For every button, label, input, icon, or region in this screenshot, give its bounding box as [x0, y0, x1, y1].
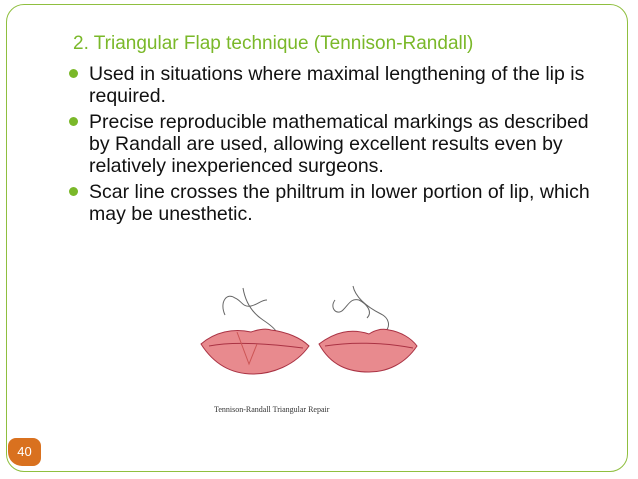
bullet-item [67, 63, 612, 107]
slide-title: 2. Triangular Flap technique (Tennison-Randall) [73, 33, 474, 54]
bullet-item [67, 181, 612, 225]
bullet-list [67, 63, 612, 229]
bullet-text: Used in situations where maximal lengthening of the lip is required. [89, 63, 585, 107]
bullet-icon [69, 187, 78, 196]
page-number: 40 [8, 438, 41, 466]
right-face-drawing [319, 286, 417, 372]
bullet-text: Scar line crosses the philtrum in lower portion of lip, which may be unesthetic. [89, 181, 590, 225]
bullet-text: Precise reproducible mathematical markings as described by Randall are used, allowing excellent results even by relatively inexperienced surgeons. [89, 111, 589, 177]
left-face-drawing [201, 288, 309, 374]
bullet-icon [69, 117, 78, 126]
bullet-icon [69, 69, 78, 78]
lip-repair-illustration [185, 270, 425, 420]
bullet-item [67, 111, 612, 177]
figure-caption: Tennison-Randall Triangular Repair [214, 405, 330, 414]
